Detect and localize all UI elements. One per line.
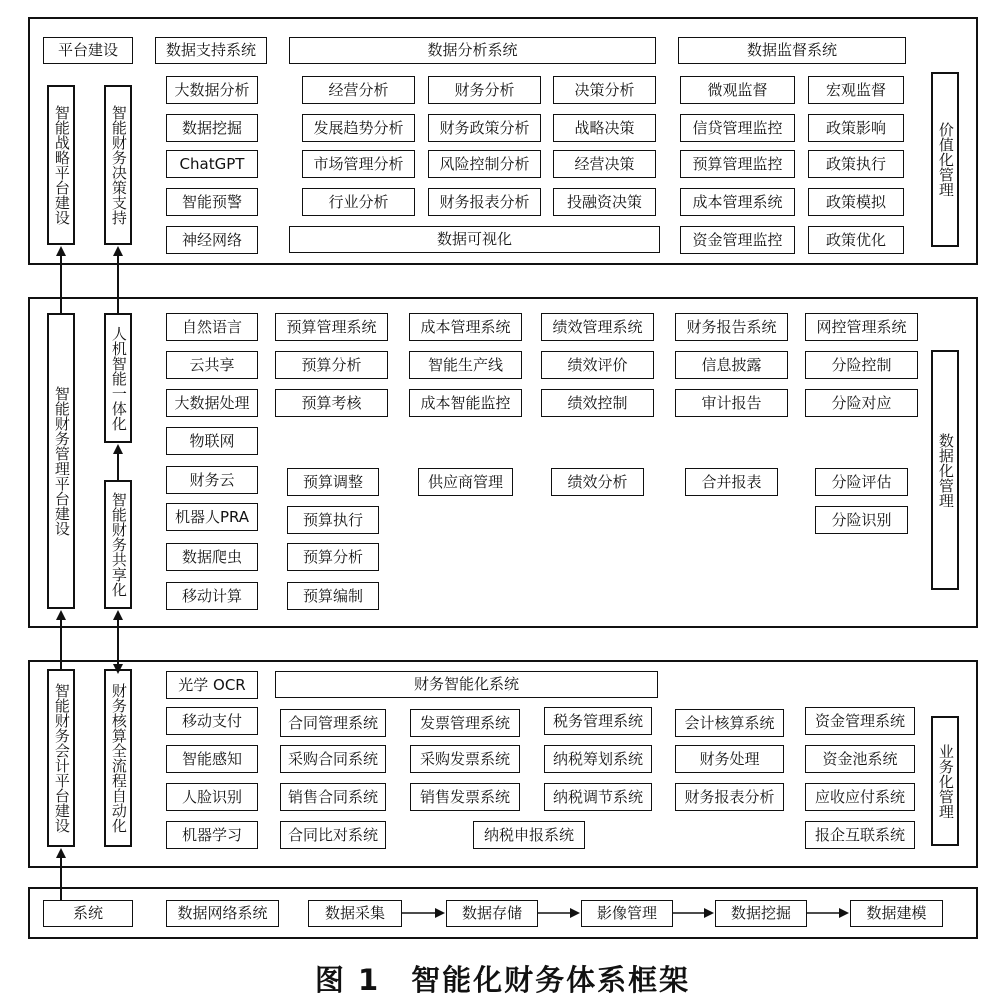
tech-item: 物联网: [166, 427, 258, 455]
tech-item: 机器人PRA: [166, 503, 258, 531]
cost-item: 智能生产线: [409, 351, 522, 379]
finance-intelligence-system: 财务智能化系统: [275, 671, 658, 698]
analysis-item: 市场管理分析: [302, 150, 415, 178]
monitor-item: 政策影响: [808, 114, 904, 142]
flow-step-modeling: 数据建模: [850, 900, 943, 927]
risk-item: 分险控制: [805, 351, 918, 379]
support-item: 智能预警: [166, 188, 258, 216]
monitor-item: 信贷管理监控: [680, 114, 795, 142]
analysis-item: 风险控制分析: [428, 150, 541, 178]
flow-step-collect: 数据采集: [308, 900, 402, 927]
data-management-label: 数据化管理: [931, 350, 959, 590]
invoice-item: 发票管理系统: [410, 709, 520, 737]
tax-item: 税务管理系统: [544, 707, 652, 735]
tax-item: 纳税筹划系统: [544, 745, 652, 773]
smart-finance-accounting-platform: 智能财务会计平台建设: [47, 669, 75, 847]
support-item: 数据挖掘: [166, 114, 258, 142]
bottom-tech-item: 人脸识别: [166, 783, 258, 811]
monitor-item: 成本管理系统: [680, 188, 795, 216]
fund-item: 应收应付系统: [805, 783, 915, 811]
contract-item: 合同管理系统: [280, 709, 386, 737]
bottom-tech-item: 机器学习: [166, 821, 258, 849]
analysis-item: 经营分析: [302, 76, 415, 104]
budget-sub-item: 预算执行: [287, 506, 379, 534]
analysis-item: 行业分析: [302, 188, 415, 216]
risk-sub-item: 分险识别: [815, 506, 908, 534]
supplier-management: 供应商管理: [418, 468, 513, 496]
contract-item: 采购合同系统: [280, 745, 386, 773]
contract-item: 销售合同系统: [280, 783, 386, 811]
accounting-process-automation: 财务核算全流程自动化: [104, 669, 132, 847]
budget-item: 预算考核: [275, 389, 388, 417]
monitor-item: 预算管理监控: [680, 150, 795, 178]
fund-item: 报企互联系统: [805, 821, 915, 849]
analysis-item: 战略决策: [553, 114, 656, 142]
analysis-item: 财务报表分析: [428, 188, 541, 216]
report-item: 信息披露: [675, 351, 788, 379]
monitor-item: 微观监督: [680, 76, 795, 104]
analysis-item: 投融资决策: [553, 188, 656, 216]
smart-finance-mgmt-platform: 智能财务管理平台建设: [47, 313, 75, 609]
monitor-item: 政策执行: [808, 150, 904, 178]
fund-item: 资金管理系统: [805, 707, 915, 735]
value-management-label: 价值化管理: [931, 72, 959, 247]
tech-item: 移动计算: [166, 582, 258, 610]
consolidated-statements: 合并报表: [685, 468, 778, 496]
system-label: 系统: [43, 900, 133, 927]
report-item: 审计报告: [675, 389, 788, 417]
risk-item: 分险对应: [805, 389, 918, 417]
flow-step-image: 影像管理: [581, 900, 673, 927]
tech-item: 数据爬虫: [166, 543, 258, 571]
budget-sub-item: 预算调整: [287, 468, 379, 496]
smart-strategy-platform: 智能战略平台建设: [47, 85, 75, 245]
analysis-item: 经营决策: [553, 150, 656, 178]
performance-item: 绩效控制: [541, 389, 654, 417]
cost-item: 成本管理系统: [409, 313, 522, 341]
monitor-item: 宏观监督: [808, 76, 904, 104]
support-item: 神经网络: [166, 226, 258, 254]
report-item: 财务报告系统: [675, 313, 788, 341]
tech-item: 云共享: [166, 351, 258, 379]
support-item: ChatGPT: [166, 150, 258, 178]
data-network-system: 数据网络系统: [166, 900, 279, 927]
flow-step-storage: 数据存储: [446, 900, 538, 927]
data-visualization: 数据可视化: [289, 226, 660, 253]
platform-build-label: 平台建设: [43, 37, 133, 64]
support-item: 大数据分析: [166, 76, 258, 104]
bottom-tech-item: 移动支付: [166, 707, 258, 735]
accounting-item: 财务报表分析: [675, 783, 784, 811]
tax-declaration-system: 纳税申报系统: [473, 821, 585, 849]
monitor-item: 资金管理监控: [680, 226, 795, 254]
figure-caption: 图 1 智能化财务体系框架: [314, 963, 691, 997]
data-analysis-system: 数据分析系统: [289, 37, 656, 64]
budget-item: 预算管理系统: [275, 313, 388, 341]
contract-item: 合同比对系统: [280, 821, 386, 849]
budget-sub-item: 预算分析: [287, 543, 379, 571]
invoice-item: 采购发票系统: [410, 745, 520, 773]
tech-item: 财务云: [166, 466, 258, 494]
accounting-item: 财务处理: [675, 745, 784, 773]
analysis-item: 发展趋势分析: [302, 114, 415, 142]
tech-item: 大数据处理: [166, 389, 258, 417]
bottom-tech-item: 智能感知: [166, 745, 258, 773]
risk-sub-item: 分险评估: [815, 468, 908, 496]
performance-item: 绩效评价: [541, 351, 654, 379]
tax-item: 纳税调节系统: [544, 783, 652, 811]
monitor-item: 政策优化: [808, 226, 904, 254]
performance-item: 绩效管理系统: [541, 313, 654, 341]
analysis-item: 财务政策分析: [428, 114, 541, 142]
budget-item: 预算分析: [275, 351, 388, 379]
human-machine-integration: 人机智能一体化: [104, 313, 132, 443]
fund-item: 资金池系统: [805, 745, 915, 773]
analysis-item: 财务分析: [428, 76, 541, 104]
budget-sub-item: 预算编制: [287, 582, 379, 610]
tech-item: 自然语言: [166, 313, 258, 341]
monitor-item: 政策模拟: [808, 188, 904, 216]
smart-finance-decision-support: 智能财务决策支持: [104, 85, 132, 245]
performance-analysis: 绩效分析: [551, 468, 644, 496]
accounting-item: 会计核算系统: [675, 709, 784, 737]
risk-item: 网控管理系统: [805, 313, 918, 341]
cost-item: 成本智能监控: [409, 389, 522, 417]
business-management-label: 业务化管理: [931, 716, 959, 846]
analysis-item: 决策分析: [553, 76, 656, 104]
flow-step-mining: 数据挖掘: [715, 900, 807, 927]
data-support-system: 数据支持系统: [155, 37, 267, 64]
data-monitoring-system: 数据监督系统: [678, 37, 906, 64]
smart-finance-sharing: 智能财务共享化: [104, 480, 132, 609]
bottom-tech-item: 光学 OCR: [166, 671, 258, 699]
invoice-item: 销售发票系统: [410, 783, 520, 811]
middle-layer-frame: [28, 297, 978, 628]
